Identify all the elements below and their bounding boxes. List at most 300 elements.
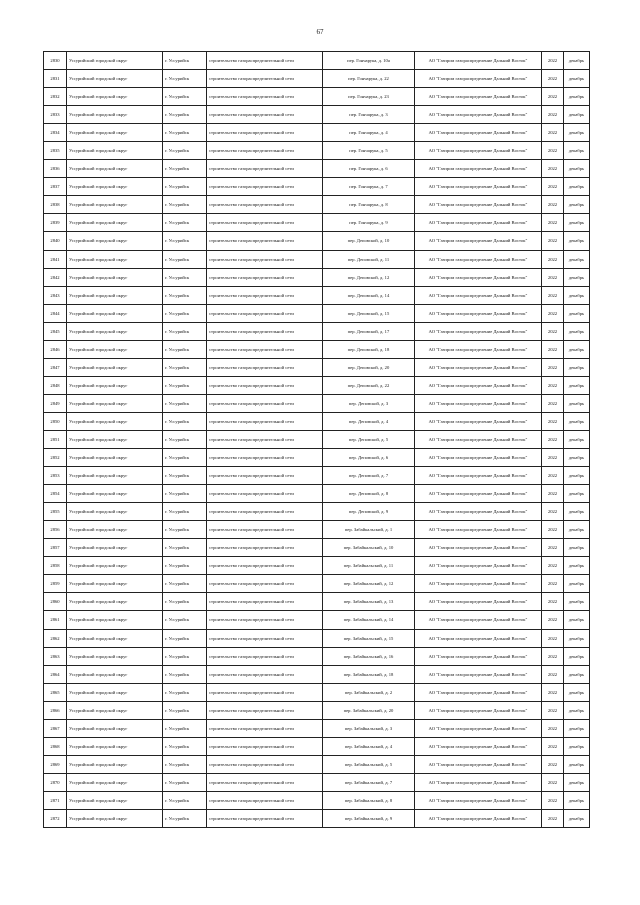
organization-cell: АО "Газпром газораспределение Дальний Восток" [415,755,542,773]
organization-cell: АО "Газпром газораспределение Дальний Восток" [415,485,542,503]
month-cell: декабрь [564,575,590,593]
year-cell: 2022 [542,196,564,214]
month-cell: декабрь [564,467,590,485]
work-type-cell: строительство газораспределительной сети [207,737,323,755]
address-cell: пер. Деповской, д. 17 [323,322,415,340]
city-cell: г. Уссурийск [163,106,207,124]
district-cell: Уссурийский городской округ [67,106,163,124]
table-row [44,449,590,467]
work-type-cell: строительство газораспределительной сети [207,196,323,214]
month-cell: декабрь [564,376,590,394]
table-row [44,70,590,88]
address-cell: пер. Гончарука, д. 22 [323,70,415,88]
district-cell: Уссурийский городской округ [67,701,163,719]
row-number-cell: 2841 [44,250,67,268]
year-cell: 2022 [542,575,564,593]
organization-cell: АО "Газпром газораспределение Дальний Восток" [415,106,542,124]
city-cell: г. Уссурийск [163,719,207,737]
district-cell: Уссурийский городской округ [67,557,163,575]
work-type-cell: строительство газораспределительной сети [207,701,323,719]
district-cell: Уссурийский городской округ [67,124,163,142]
organization-cell: АО "Газпром газораспределение Дальний Восток" [415,683,542,701]
district-cell: Уссурийский городской округ [67,232,163,250]
address-cell: пер. Деповской, д. 11 [323,250,415,268]
address-cell: пер. Забайкальский, д. 8 [323,791,415,809]
year-cell: 2022 [542,322,564,340]
table-row [44,304,590,322]
work-type-cell: строительство газораспределительной сети [207,52,323,70]
address-cell: пер. Деповской, д. 18 [323,340,415,358]
district-cell: Уссурийский городской округ [67,791,163,809]
year-cell: 2022 [542,557,564,575]
district-cell: Уссурийский городской округ [67,485,163,503]
month-cell: декабрь [564,142,590,160]
district-cell: Уссурийский городской округ [67,160,163,178]
organization-cell: АО "Газпром газораспределение Дальний Восток" [415,809,542,827]
table-row [44,394,590,412]
city-cell: г. Уссурийск [163,178,207,196]
organization-cell: АО "Газпром газораспределение Дальний Восток" [415,160,542,178]
month-cell: декабрь [564,719,590,737]
work-type-cell: строительство газораспределительной сети [207,358,323,376]
month-cell: декабрь [564,214,590,232]
year-cell: 2022 [542,106,564,124]
row-number-cell: 2844 [44,304,67,322]
month-cell: декабрь [564,539,590,557]
work-type-cell: строительство газораспределительной сети [207,683,323,701]
table-row [44,286,590,304]
month-cell: декабрь [564,286,590,304]
city-cell: г. Уссурийск [163,232,207,250]
address-cell: пер. Гончарука, д. 8 [323,196,415,214]
table-row [44,358,590,376]
row-number-cell: 2839 [44,214,67,232]
row-number-cell: 2858 [44,557,67,575]
row-number-cell: 2863 [44,647,67,665]
row-number-cell: 2842 [44,268,67,286]
table-row [44,809,590,827]
district-cell: Уссурийский городской округ [67,593,163,611]
month-cell: декабрь [564,196,590,214]
address-cell: пер. Забайкальский, д. 10 [323,539,415,557]
year-cell: 2022 [542,683,564,701]
registry-body [44,52,590,828]
city-cell: г. Уссурийск [163,214,207,232]
city-cell: г. Уссурийск [163,755,207,773]
row-number-cell: 2860 [44,593,67,611]
district-cell: Уссурийский городской округ [67,449,163,467]
work-type-cell: строительство газораспределительной сети [207,142,323,160]
district-cell: Уссурийский городской округ [67,214,163,232]
address-cell: пер. Забайкальский, д. 4 [323,737,415,755]
year-cell: 2022 [542,214,564,232]
row-number-cell: 2853 [44,467,67,485]
month-cell: декабрь [564,70,590,88]
district-cell: Уссурийский городской округ [67,304,163,322]
city-cell: г. Уссурийск [163,485,207,503]
year-cell: 2022 [542,250,564,268]
city-cell: г. Уссурийск [163,449,207,467]
organization-cell: АО "Газпром газораспределение Дальний Восток" [415,593,542,611]
work-type-cell: строительство газораспределительной сети [207,503,323,521]
month-cell: декабрь [564,358,590,376]
organization-cell: АО "Газпром газораспределение Дальний Восток" [415,773,542,791]
row-number-cell: 2845 [44,322,67,340]
year-cell: 2022 [542,773,564,791]
work-type-cell: строительство газораспределительной сети [207,485,323,503]
month-cell: декабрь [564,737,590,755]
city-cell: г. Уссурийск [163,701,207,719]
address-cell: пер. Забайкальский, д. 14 [323,611,415,629]
month-cell: декабрь [564,430,590,448]
table-row [44,268,590,286]
city-cell: г. Уссурийск [163,773,207,791]
organization-cell: АО "Газпром газораспределение Дальний Восток" [415,719,542,737]
city-cell: г. Уссурийск [163,340,207,358]
year-cell: 2022 [542,160,564,178]
district-cell: Уссурийский городской округ [67,809,163,827]
city-cell: г. Уссурийск [163,737,207,755]
organization-cell: АО "Газпром газораспределение Дальний Восток" [415,196,542,214]
month-cell: декабрь [564,791,590,809]
address-cell: пер. Деповской, д. 20 [323,358,415,376]
address-cell: пер. Деповской, д. 10 [323,232,415,250]
address-cell: пер. Забайкальский, д. 11 [323,557,415,575]
city-cell: г. Уссурийск [163,322,207,340]
work-type-cell: строительство газораспределительной сети [207,214,323,232]
row-number-cell: 2834 [44,124,67,142]
organization-cell: АО "Газпром газораспределение Дальний Восток" [415,232,542,250]
table-row [44,719,590,737]
table-row [44,539,590,557]
row-number-cell: 2848 [44,376,67,394]
city-cell: г. Уссурийск [163,88,207,106]
year-cell: 2022 [542,737,564,755]
year-cell: 2022 [542,376,564,394]
district-cell: Уссурийский городской округ [67,286,163,304]
district-cell: Уссурийский городской округ [67,629,163,647]
organization-cell: АО "Газпром газораспределение Дальний Восток" [415,304,542,322]
organization-cell: АО "Газпром газораспределение Дальний Восток" [415,358,542,376]
year-cell: 2022 [542,539,564,557]
work-type-cell: строительство газораспределительной сети [207,791,323,809]
row-number-cell: 2869 [44,755,67,773]
month-cell: декабрь [564,322,590,340]
month-cell: декабрь [564,593,590,611]
district-cell: Уссурийский городской округ [67,719,163,737]
table-row [44,430,590,448]
row-number-cell: 2866 [44,701,67,719]
row-number-cell: 2833 [44,106,67,124]
district-cell: Уссурийский городской округ [67,755,163,773]
row-number-cell: 2852 [44,449,67,467]
organization-cell: АО "Газпром газораспределение Дальний Восток" [415,250,542,268]
work-type-cell: строительство газораспределительной сети [207,647,323,665]
table-row [44,755,590,773]
row-number-cell: 2851 [44,430,67,448]
organization-cell: АО "Газпром газораспределение Дальний Восток" [415,430,542,448]
city-cell: г. Уссурийск [163,124,207,142]
city-cell: г. Уссурийск [163,412,207,430]
row-number-cell: 2836 [44,160,67,178]
month-cell: декабрь [564,629,590,647]
work-type-cell: строительство газораспределительной сети [207,449,323,467]
organization-cell: АО "Газпром газораспределение Дальний Восток" [415,268,542,286]
address-cell: пер. Гончарука, д. 7 [323,178,415,196]
city-cell: г. Уссурийск [163,647,207,665]
address-cell: пер. Деповской, д. 4 [323,412,415,430]
organization-cell: АО "Газпром газораспределение Дальний Восток" [415,449,542,467]
organization-cell: АО "Газпром газораспределение Дальний Восток" [415,629,542,647]
district-cell: Уссурийский городской округ [67,575,163,593]
address-cell: пер. Деповской, д. 9 [323,503,415,521]
district-cell: Уссурийский городской округ [67,683,163,701]
table-row [44,773,590,791]
district-cell: Уссурийский городской округ [67,250,163,268]
organization-cell: АО "Газпром газораспределение Дальний Восток" [415,539,542,557]
table-row [44,142,590,160]
district-cell: Уссурийский городской округ [67,142,163,160]
year-cell: 2022 [542,467,564,485]
row-number-cell: 2856 [44,521,67,539]
work-type-cell: строительство газораспределительной сети [207,467,323,485]
address-cell: пер. Забайкальский, д. 2 [323,683,415,701]
work-type-cell: строительство газораспределительной сети [207,809,323,827]
work-type-cell: строительство газораспределительной сети [207,611,323,629]
district-cell: Уссурийский городской округ [67,467,163,485]
city-cell: г. Уссурийск [163,467,207,485]
row-number-cell: 2864 [44,665,67,683]
table-row [44,611,590,629]
row-number-cell: 2835 [44,142,67,160]
address-cell: пер. Деповской, д. 8 [323,485,415,503]
city-cell: г. Уссурийск [163,503,207,521]
address-cell: пер. Деповской, д. 3 [323,394,415,412]
year-cell: 2022 [542,286,564,304]
row-number-cell: 2857 [44,539,67,557]
address-cell: пер. Деповской, д. 5 [323,430,415,448]
year-cell: 2022 [542,268,564,286]
year-cell: 2022 [542,665,564,683]
month-cell: декабрь [564,503,590,521]
city-cell: г. Уссурийск [163,611,207,629]
month-cell: декабрь [564,521,590,539]
row-number-cell: 2837 [44,178,67,196]
year-cell: 2022 [542,142,564,160]
table-row [44,575,590,593]
table-row [44,485,590,503]
month-cell: декабрь [564,809,590,827]
month-cell: декабрь [564,304,590,322]
row-number-cell: 2850 [44,412,67,430]
month-cell: декабрь [564,611,590,629]
city-cell: г. Уссурийск [163,250,207,268]
address-cell: пер. Деповской, д. 6 [323,449,415,467]
work-type-cell: строительство газораспределительной сети [207,557,323,575]
year-cell: 2022 [542,340,564,358]
table-row [44,665,590,683]
row-number-cell: 2868 [44,737,67,755]
table-row [44,701,590,719]
row-number-cell: 2871 [44,791,67,809]
district-cell: Уссурийский городской округ [67,665,163,683]
district-cell: Уссурийский городской округ [67,340,163,358]
address-cell: пер. Деповской, д. 14 [323,286,415,304]
month-cell: декабрь [564,250,590,268]
city-cell: г. Уссурийск [163,52,207,70]
row-number-cell: 2862 [44,629,67,647]
organization-cell: АО "Газпром газораспределение Дальний Восток" [415,394,542,412]
table-row [44,178,590,196]
address-cell: пер. Гончарука, д. 6 [323,160,415,178]
row-number-cell: 2838 [44,196,67,214]
district-cell: Уссурийский городской округ [67,611,163,629]
table-row [44,412,590,430]
table-row [44,467,590,485]
year-cell: 2022 [542,791,564,809]
row-number-cell: 2855 [44,503,67,521]
row-number-cell: 2867 [44,719,67,737]
city-cell: г. Уссурийск [163,376,207,394]
organization-cell: АО "Газпром газораспределение Дальний Восток" [415,52,542,70]
table-row [44,521,590,539]
district-cell: Уссурийский городской округ [67,52,163,70]
district-cell: Уссурийский городской округ [67,773,163,791]
city-cell: г. Уссурийск [163,593,207,611]
organization-cell: АО "Газпром газораспределение Дальний Восток" [415,611,542,629]
year-cell: 2022 [542,629,564,647]
organization-cell: АО "Газпром газораспределение Дальний Восток" [415,647,542,665]
district-cell: Уссурийский городской округ [67,647,163,665]
work-type-cell: строительство газораспределительной сети [207,521,323,539]
address-cell: пер. Забайкальский, д. 13 [323,593,415,611]
row-number-cell: 2846 [44,340,67,358]
year-cell: 2022 [542,611,564,629]
year-cell: 2022 [542,485,564,503]
work-type-cell: строительство газораспределительной сети [207,160,323,178]
address-cell: пер. Деповской, д. 22 [323,376,415,394]
city-cell: г. Уссурийск [163,160,207,178]
row-number-cell: 2849 [44,394,67,412]
month-cell: декабрь [564,449,590,467]
city-cell: г. Уссурийск [163,70,207,88]
city-cell: г. Уссурийск [163,196,207,214]
row-number-cell: 2843 [44,286,67,304]
work-type-cell: строительство газораспределительной сети [207,755,323,773]
organization-cell: АО "Газпром газораспределение Дальний Восток" [415,503,542,521]
work-type-cell: строительство газораспределительной сети [207,106,323,124]
address-cell: пер. Забайкальский, д. 5 [323,755,415,773]
district-cell: Уссурийский городской округ [67,412,163,430]
address-cell: пер. Гончарука, д. 10а [323,52,415,70]
district-cell: Уссурийский городской округ [67,430,163,448]
year-cell: 2022 [542,647,564,665]
year-cell: 2022 [542,124,564,142]
row-number-cell: 2870 [44,773,67,791]
address-cell: пер. Деповской, д. 7 [323,467,415,485]
district-cell: Уссурийский городской округ [67,358,163,376]
city-cell: г. Уссурийск [163,358,207,376]
city-cell: г. Уссурийск [163,394,207,412]
address-cell: пер. Гончарука, д. 23 [323,88,415,106]
table-row [44,647,590,665]
year-cell: 2022 [542,755,564,773]
organization-cell: АО "Газпром газораспределение Дальний Восток" [415,521,542,539]
work-type-cell: строительство газораспределительной сети [207,286,323,304]
row-number-cell: 2831 [44,70,67,88]
month-cell: декабрь [564,394,590,412]
year-cell: 2022 [542,521,564,539]
organization-cell: АО "Газпром газораспределение Дальний Восток" [415,467,542,485]
row-number-cell: 2847 [44,358,67,376]
work-type-cell: строительство газораспределительной сети [207,322,323,340]
year-cell: 2022 [542,809,564,827]
year-cell: 2022 [542,593,564,611]
organization-cell: АО "Газпром газораспределение Дальний Восток" [415,575,542,593]
organization-cell: АО "Газпром газораспределение Дальний Восток" [415,340,542,358]
work-type-cell: строительство газораспределительной сети [207,665,323,683]
district-cell: Уссурийский городской округ [67,178,163,196]
table-row [44,557,590,575]
month-cell: декабрь [564,557,590,575]
row-number-cell: 2865 [44,683,67,701]
month-cell: декабрь [564,160,590,178]
city-cell: г. Уссурийск [163,430,207,448]
organization-cell: АО "Газпром газораспределение Дальний Восток" [415,142,542,160]
table-row [44,106,590,124]
work-type-cell: строительство газораспределительной сети [207,232,323,250]
district-cell: Уссурийский городской округ [67,737,163,755]
row-number-cell: 2840 [44,232,67,250]
address-cell: пер. Забайкальский, д. 15 [323,629,415,647]
work-type-cell: строительство газораспределительной сети [207,719,323,737]
month-cell: декабрь [564,106,590,124]
district-cell: Уссурийский городской округ [67,394,163,412]
work-type-cell: строительство газораспределительной сети [207,629,323,647]
month-cell: декабрь [564,683,590,701]
organization-cell: АО "Газпром газораспределение Дальний Восток" [415,376,542,394]
table-row [44,683,590,701]
city-cell: г. Уссурийск [163,629,207,647]
row-number-cell: 2832 [44,88,67,106]
month-cell: декабрь [564,647,590,665]
month-cell: декабрь [564,88,590,106]
organization-cell: АО "Газпром газораспределение Дальний Восток" [415,88,542,106]
district-cell: Уссурийский городской округ [67,268,163,286]
month-cell: декабрь [564,412,590,430]
table-row [44,124,590,142]
work-type-cell: строительство газораспределительной сети [207,539,323,557]
city-cell: г. Уссурийск [163,683,207,701]
table-row [44,322,590,340]
year-cell: 2022 [542,178,564,196]
organization-cell: АО "Газпром газораспределение Дальний Восток" [415,701,542,719]
work-type-cell: строительство газораспределительной сети [207,124,323,142]
month-cell: декабрь [564,232,590,250]
address-cell: пер. Забайкальский, д. 1 [323,521,415,539]
work-type-cell: строительство газораспределительной сети [207,178,323,196]
organization-cell: АО "Газпром газораспределение Дальний Восток" [415,322,542,340]
organization-cell: АО "Газпром газораспределение Дальний Восток" [415,665,542,683]
district-cell: Уссурийский городской округ [67,70,163,88]
city-cell: г. Уссурийск [163,539,207,557]
row-number-cell: 2854 [44,485,67,503]
organization-cell: АО "Газпром газораспределение Дальний Восток" [415,737,542,755]
work-type-cell: строительство газораспределительной сети [207,593,323,611]
address-cell: пер. Гончарука, д. 9 [323,214,415,232]
address-cell: пер. Забайкальский, д. 7 [323,773,415,791]
month-cell: декабрь [564,755,590,773]
